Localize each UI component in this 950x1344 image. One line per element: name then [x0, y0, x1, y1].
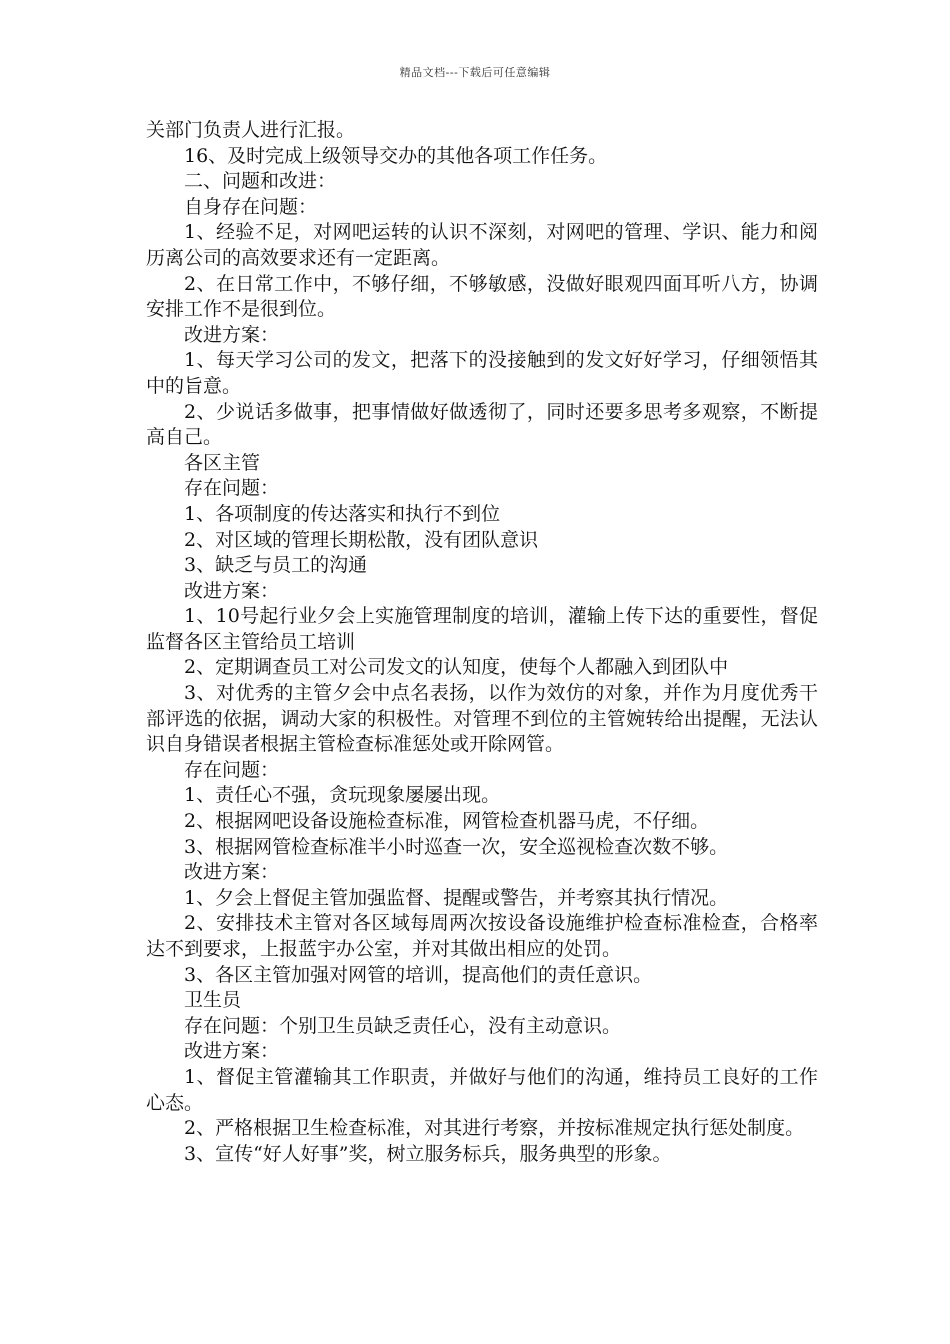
document-body [146, 118, 818, 1167]
subsection-heading: 改进方案： [184, 1040, 280, 1063]
subsection-heading: 各区主管 [184, 451, 261, 474]
paragraph: 2、少说话多做事，把事情做好做透彻了，同时还要多思考多观察，不断提高自己。 [146, 400, 818, 449]
paragraph: 2、根据网吧设备设施检查标准，网管检查机器马虎，不仔细。 [184, 810, 710, 833]
subsection-heading: 卫生员 [184, 989, 242, 1012]
subsection-heading: 存在问题： [184, 758, 280, 781]
paragraph: 1、10号起行业夕会上实施管理制度的培训，灌输上传下达的重要性，督促监督各区主管给员工培训 [146, 605, 818, 653]
paragraph: 3、根据网管检查标准半小时巡查一次，安全巡视检查次数不够。 [184, 835, 729, 858]
subsection-heading: 自身存在问题： [184, 195, 318, 218]
paragraph: 1、各项制度的传达落实和执行不到位 [184, 502, 501, 525]
paragraph: 16、及时完成上级领导交办的其他各项工作任务。 [184, 144, 608, 167]
paragraph: 1、经验不足，对网吧运转的认识不深刻，对网吧的管理、学识、能力和阅历离公司的高效要求还有一定距离。 [146, 221, 818, 269]
subsection-heading: 改进方案： [184, 861, 280, 884]
paragraph: 1、每天学习公司的发文，把落下的没接触到的发文好好学习，仔细领悟其中的旨意。 [146, 349, 818, 397]
subsection-heading: 改进方案： [184, 579, 280, 602]
paragraph: 2、安排技术主管对各区域每周两次按设备设施维护检查标准检查，合格率达不到要求，上报蓝宇办公室，并对其做出相应的处罚。 [146, 912, 818, 960]
paragraph: 3、宣传“好人好事”奖，树立服务标兵，服务典型的形象。 [184, 1142, 672, 1165]
paragraph: 3、缺乏与员工的沟通 [184, 554, 368, 577]
paragraph: 2、在日常工作中，不够仔细，不够敏感，没做好眼观四面耳听八方，协调安排工作不是很到位。 [146, 272, 818, 321]
paragraph: 2、定期调查员工对公司发文的认知度，使每个人都融入到团队中 [184, 656, 729, 679]
paragraph: 1、督促主管灌输其工作职责，并做好与他们的沟通，维持员工良好的工作心态。 [146, 1065, 818, 1114]
section-heading: 二、问题和改进： [184, 170, 337, 193]
subsection-heading: 改进方案： [184, 323, 280, 346]
paragraph: 3、各区主管加强对网管的培训，提高他们的责任意识。 [184, 963, 653, 986]
paragraph: 1、夕会上督促主管加强监督、提醒或警告，并考察其执行情况。 [184, 886, 729, 909]
subsection-heading: 存在问题： [184, 477, 280, 500]
paragraph: 1、责任心不强，贪玩现象屡屡出现。 [184, 784, 501, 807]
paragraph: 3、对优秀的主管夕会中点名表扬，以作为效仿的对象，并作为月度优秀干部评选的依据，调动大家的积极性。对管理不到位的主管婉转给出提醒，无法认识自身错误者根据主管检查标准惩处或开除网管。 [146, 682, 818, 756]
paragraph: 2、严格根据卫生检查标准，对其进行考察，并按标准规定执行惩处制度。 [184, 1117, 805, 1140]
paragraph: 2、对区域的管理长期松散，没有团队意识 [184, 528, 539, 551]
page-header: 精品文档---下载后可任意编辑 [399, 66, 551, 79]
paragraph: 存在问题：个别卫生员缺乏责任心，没有主动意识。 [184, 1014, 622, 1037]
paragraph: 关部门负责人进行汇报。 [146, 119, 356, 141]
